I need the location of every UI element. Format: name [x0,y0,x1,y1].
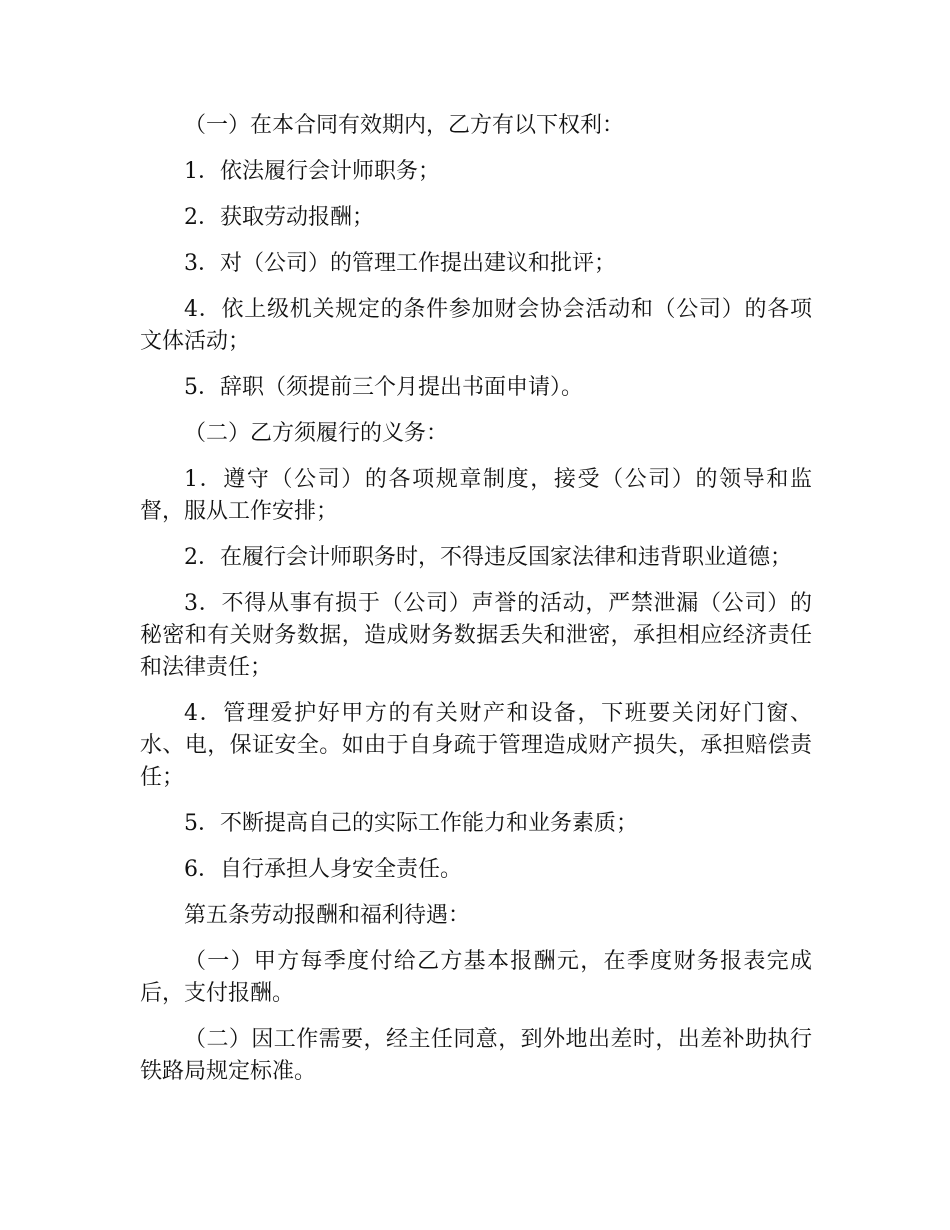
compensation-item-1: （一）甲方每季度付给乙方基本报酬元，在季度财务报表完成后，支付报酬。 [140,949,812,1006]
obligations-item-2: 2．在履行会计师职务时，不得违反国家法律和违背职业道德； [184,545,792,570]
rights-heading: （一）在本合同有效期内，乙方有以下权利： [184,113,625,138]
obligations-item-1: 1．遵守（公司）的各项规章制度，接受（公司）的领导和监督，服从工作安排； [140,467,812,524]
article-5-heading: 第五条劳动报酬和福利待遇： [184,903,471,928]
obligations-item-3: 3．不得从事有损于（公司）声誉的活动，严禁泄漏（公司）的秘密和有关财务数据，造成财务数据丢失和泄密，承担相应经济责任和法律责任； [140,591,812,680]
rights-item-4: 4．依上级机关规定的条件参加财会协会活动和（公司）的各项文体活动； [140,297,812,354]
obligations-item-6: 6．自行承担人身安全责任。 [184,857,462,882]
obligations-item-5: 5．不断提高自己的实际工作能力和业务素质； [184,811,638,836]
rights-item-5: 5．辞职（须提前三个月提出书面申请）。 [184,375,583,400]
rights-item-2: 2．获取劳动报酬； [184,205,374,230]
compensation-item-2: （二）因工作需要，经主任同意，到外地出差时，出差补助执行铁路局规定标准。 [140,1027,812,1084]
obligations-item-4: 4．管理爱护好甲方的有关财产和设备，下班要关闭好门窗、水、电，保证安全。如由于自身疏于管理造成财产损失，承担赔偿责任； [140,701,812,790]
obligations-heading: （二）乙方须履行的义务： [184,421,449,446]
rights-item-1: 1．依法履行会计师职务； [184,159,440,184]
rights-item-3: 3．对（公司）的管理工作提出建议和批评； [184,251,616,276]
document-body [140,110,812,1102]
